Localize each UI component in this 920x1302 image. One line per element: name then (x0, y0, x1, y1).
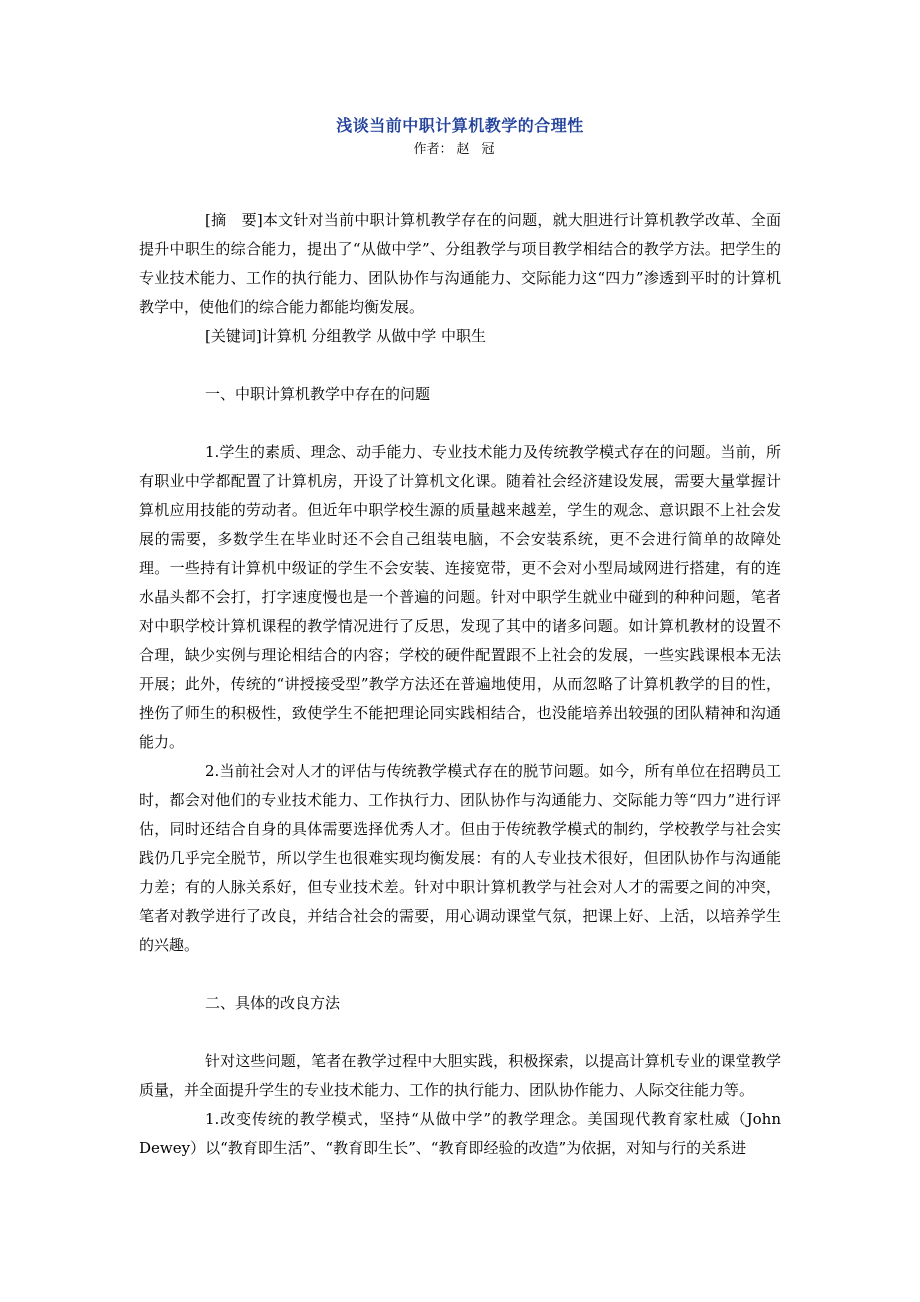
article-body (139, 206, 781, 1163)
section-heading-2: 二、具体的改良方法 (205, 994, 341, 1012)
keywords-paragraph: [关键词]计算机 分组教学 从做中学 中职生 (205, 327, 487, 345)
section-heading-1: 一、中职计算机教学中存在的问题 (205, 385, 431, 403)
document-title: 浅谈当前中职计算机教学的合理性 (336, 116, 584, 135)
spacer (139, 960, 781, 989)
section1-paragraph-2: 2.当前社会对人才的评估与传统教学模式存在的脱节问题。如今，所有单位在招聘员工时，都会对他们的专业技术能力、工作执行力、团队协作与沟通能力、交际能力等“四力”进行评估，同时还结合自身的具体需要选择优秀人才。但由于传统教学模式的制约，学校教学与社会实践仍几乎完全脱节，所以学生也很难实现均衡发展：有的人专业技术很好，但团队协作与沟通能力差；有的人脉关系好，但专业技术差。针对中职计算机教学与社会对人才的需要之间的冲突，笔者对教学进行了改良，并结合社会的需要，用心调动课堂气氛，把课上好、上活，以培养学生的兴趣。 (139, 762, 781, 954)
spacer (139, 409, 781, 438)
author-line (0, 138, 920, 157)
section2-paragraph-1: 针对这些问题，笔者在教学过程中大胆实践，积极探索，以提高计算机专业的课堂教学质量，并全面提升学生的专业技术能力、工作的执行能力、团队协作能力、人际交往能力等。 (139, 1052, 781, 1099)
section2-paragraph-2: 1.改变传统的教学模式，坚持“从做中学”的教学理念。美国现代教育家杜威（John Dewey）以“教育即生活”、“教育即生长”、“教育即经验的改造”为依据，对知与行的关系进 (139, 1110, 781, 1157)
author-label: 作者： (413, 142, 453, 157)
section1-paragraph-1: 1.学生的素质、理念、动手能力、专业技术能力及传统教学模式存在的问题。当前，所有职业中学都配置了计算机房，开设了计算机文化课。随着社会经济建设发展，需要大量掌握计算机应用技能的劳动者。但近年中职学校生源的质量越来越差，学生的观念、意识跟不上社会发展的需要，多数学生在毕业时还不会自己组装电脑，不会安装系统，更不会进行简单的故障处理。一些持有计算机中级证的学生不会安装、连接宽带，更不会对小型局域网进行搭建，有的连水晶头都不会打，打字速度慢也是一个普遍的问题。针对中职学生就业中碰到的种种问题，笔者对中职学校计算机课程的教学情况进行了反思，发现了其中的诸多问题。如计算机教材的设置不合理，缺少实例与理论相结合的内容；学校的硬件配置跟不上社会的发展，一些实践课根本无法开展；此外，传统的“讲授接受型”教学方法还在普遍地使用，从而忽略了计算机教学的目的性，挫伤了师生的积极性，致使学生不能把理论同实践相结合，也没能培养出较强的团队精神和沟通能力。 (139, 443, 781, 751)
author-name: 赵冠 (456, 142, 507, 157)
spacer (139, 1018, 781, 1047)
spacer (139, 351, 781, 380)
abstract-paragraph: [摘 要]本文针对当前中职计算机教学存在的问题，就大胆进行计算机教学改革、全面提升中职生的综合能力，提出了“从做中学”、分组教学与项目教学相结合的教学方法。把学生的专业技术能力、工作的执行能力、团队协作与沟通能力、交际能力这“四力”渗透到平时的计算机教学中，使他们的综合能力都能均衡发展。 (139, 211, 781, 316)
